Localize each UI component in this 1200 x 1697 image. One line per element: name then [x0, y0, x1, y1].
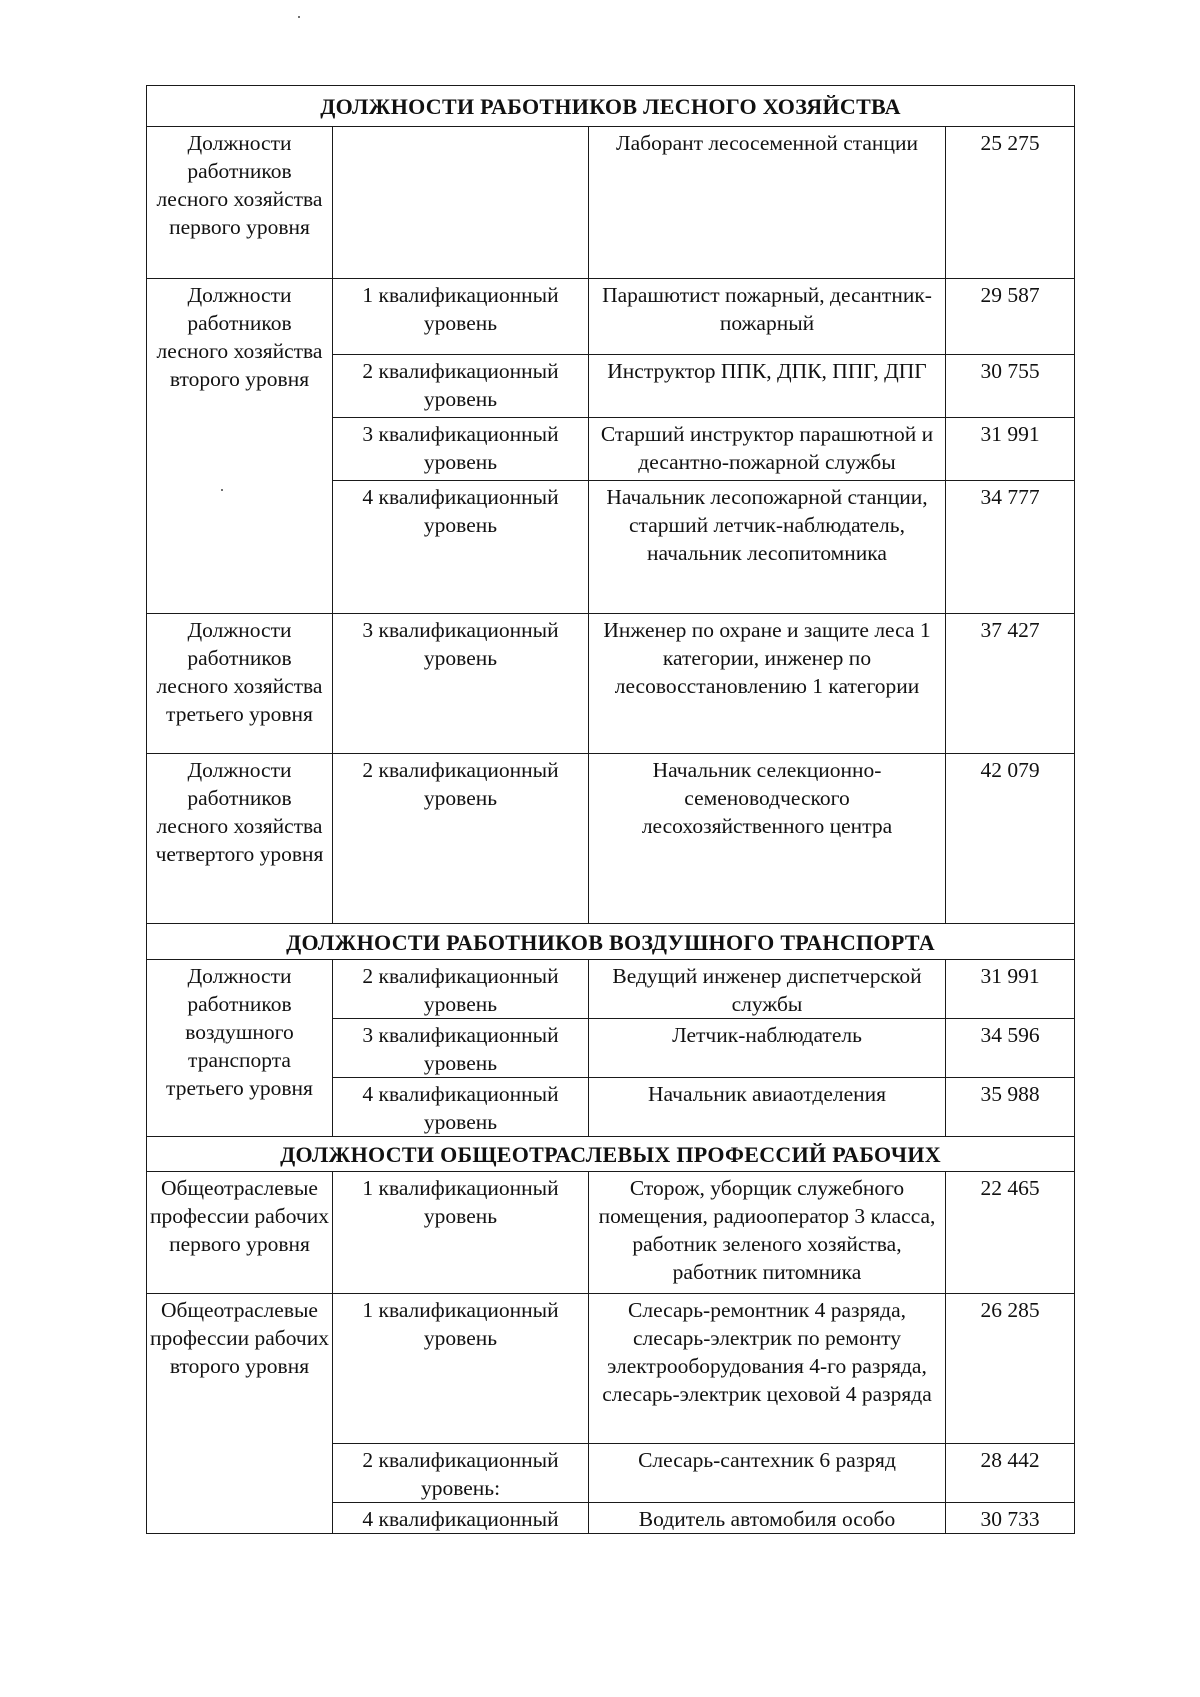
salary-value: 31 991 [946, 960, 1075, 1019]
salary-value: 30 733 [946, 1503, 1075, 1534]
position-list: Начальник авиаотделения [589, 1078, 946, 1137]
position-list: Слесарь-сантехник 6 разряд [589, 1444, 946, 1503]
group-name: Должности работников лесного хозяйства второго уровня [147, 279, 333, 614]
qualification-level: 4 квалификационный уровень [333, 1078, 589, 1137]
position-list: Начальник селекционно-семеноводческого лесохозяйственного центра [589, 754, 946, 924]
qualification-level: 2 квалификационный уровень: [333, 1444, 589, 1503]
position-list: Инженер по охране и защите леса 1 категории, инженер по лесовосстановлению 1 категории [589, 614, 946, 754]
group-name: Должности работников лесного хозяйства первого уровня [147, 127, 333, 279]
group-name: Должности работников лесного хозяйства третьего уровня [147, 614, 333, 754]
salary-value: 37 427 [946, 614, 1075, 754]
qualification-level: 3 квалификационный уровень [333, 614, 589, 754]
salary-value: 26 285 [946, 1294, 1075, 1444]
salary-value: 31 991 [946, 418, 1075, 481]
section-heading: ДОЛЖНОСТИ ОБЩЕОТРАСЛЕВЫХ ПРОФЕССИЙ РАБОЧИХ [147, 1137, 1075, 1172]
salary-value: 42 079 [946, 754, 1075, 924]
group-name: Должности работников лесного хозяйства четвертого уровня [147, 754, 333, 924]
salary-value: 22 465 [946, 1172, 1075, 1294]
position-list: Старший инструктор парашютной и десантно-пожарной службы [589, 418, 946, 481]
group-name: Общеотраслевые профессии рабочих второго уровня [147, 1294, 333, 1534]
section-heading: ДОЛЖНОСТИ РАБОТНИКОВ ЛЕСНОГО ХОЗЯЙСТВА [147, 86, 1075, 127]
position-list: Начальник лесопожарной станции, старший летчик-наблюдатель, начальник лесопитомника [589, 481, 946, 614]
qualification-level: 2 квалификационный уровень [333, 960, 589, 1019]
qualification-level: 1 квалификационный уровень [333, 279, 589, 355]
scan-speck [298, 16, 300, 18]
qualification-level: 3 квалификационный уровень [333, 1019, 589, 1078]
group-name: Общеотраслевые профессии рабочих первого уровня [147, 1172, 333, 1294]
qualification-level: 2 квалификационный уровень [333, 355, 589, 418]
qualification-level: 4 квалификационный уровень [333, 481, 589, 614]
qualification-level: 4 квалификационный [333, 1503, 589, 1534]
position-list: Сторож, уборщик служебного помещения, радиооператор 3 класса, работник зеленого хозяйства, работник питомника [589, 1172, 946, 1294]
position-list: Водитель автомобиля особо [589, 1503, 946, 1534]
position-list: Ведущий инженер диспетчерской службы [589, 960, 946, 1019]
salary-table [146, 85, 1075, 1534]
group-name: Должности работников воздушного транспорта третьего уровня [147, 960, 333, 1137]
position-list: Лаборант лесосеменной станции [589, 127, 946, 279]
salary-value: 34 777 [946, 481, 1075, 614]
position-list: Парашютист пожарный, десантник-пожарный [589, 279, 946, 355]
salary-value: 25 275 [946, 127, 1075, 279]
qualification-level: 3 квалификационный уровень [333, 418, 589, 481]
section-heading: ДОЛЖНОСТИ РАБОТНИКОВ ВОЗДУШНОГО ТРАНСПОРТА [147, 924, 1075, 960]
position-list: Слесарь-ремонтник 4 разряда, слесарь-электрик по ремонту электрооборудования 4-го разряда, слесарь-электрик цеховой 4 разряда [589, 1294, 946, 1444]
salary-value: 29 587 [946, 279, 1075, 355]
salary-value: 34 596 [946, 1019, 1075, 1078]
salary-value: 35 988 [946, 1078, 1075, 1137]
position-list: Инструктор ППК, ДПК, ППГ, ДПГ [589, 355, 946, 418]
position-list: Летчик-наблюдатель [589, 1019, 946, 1078]
qualification-level: 2 квалификационный уровень [333, 754, 589, 924]
salary-value: 28 442 [946, 1444, 1075, 1503]
qualification-level [333, 127, 589, 279]
qualification-level: 1 квалификационный уровень [333, 1172, 589, 1294]
qualification-level: 1 квалификационный уровень [333, 1294, 589, 1444]
salary-value: 30 755 [946, 355, 1075, 418]
